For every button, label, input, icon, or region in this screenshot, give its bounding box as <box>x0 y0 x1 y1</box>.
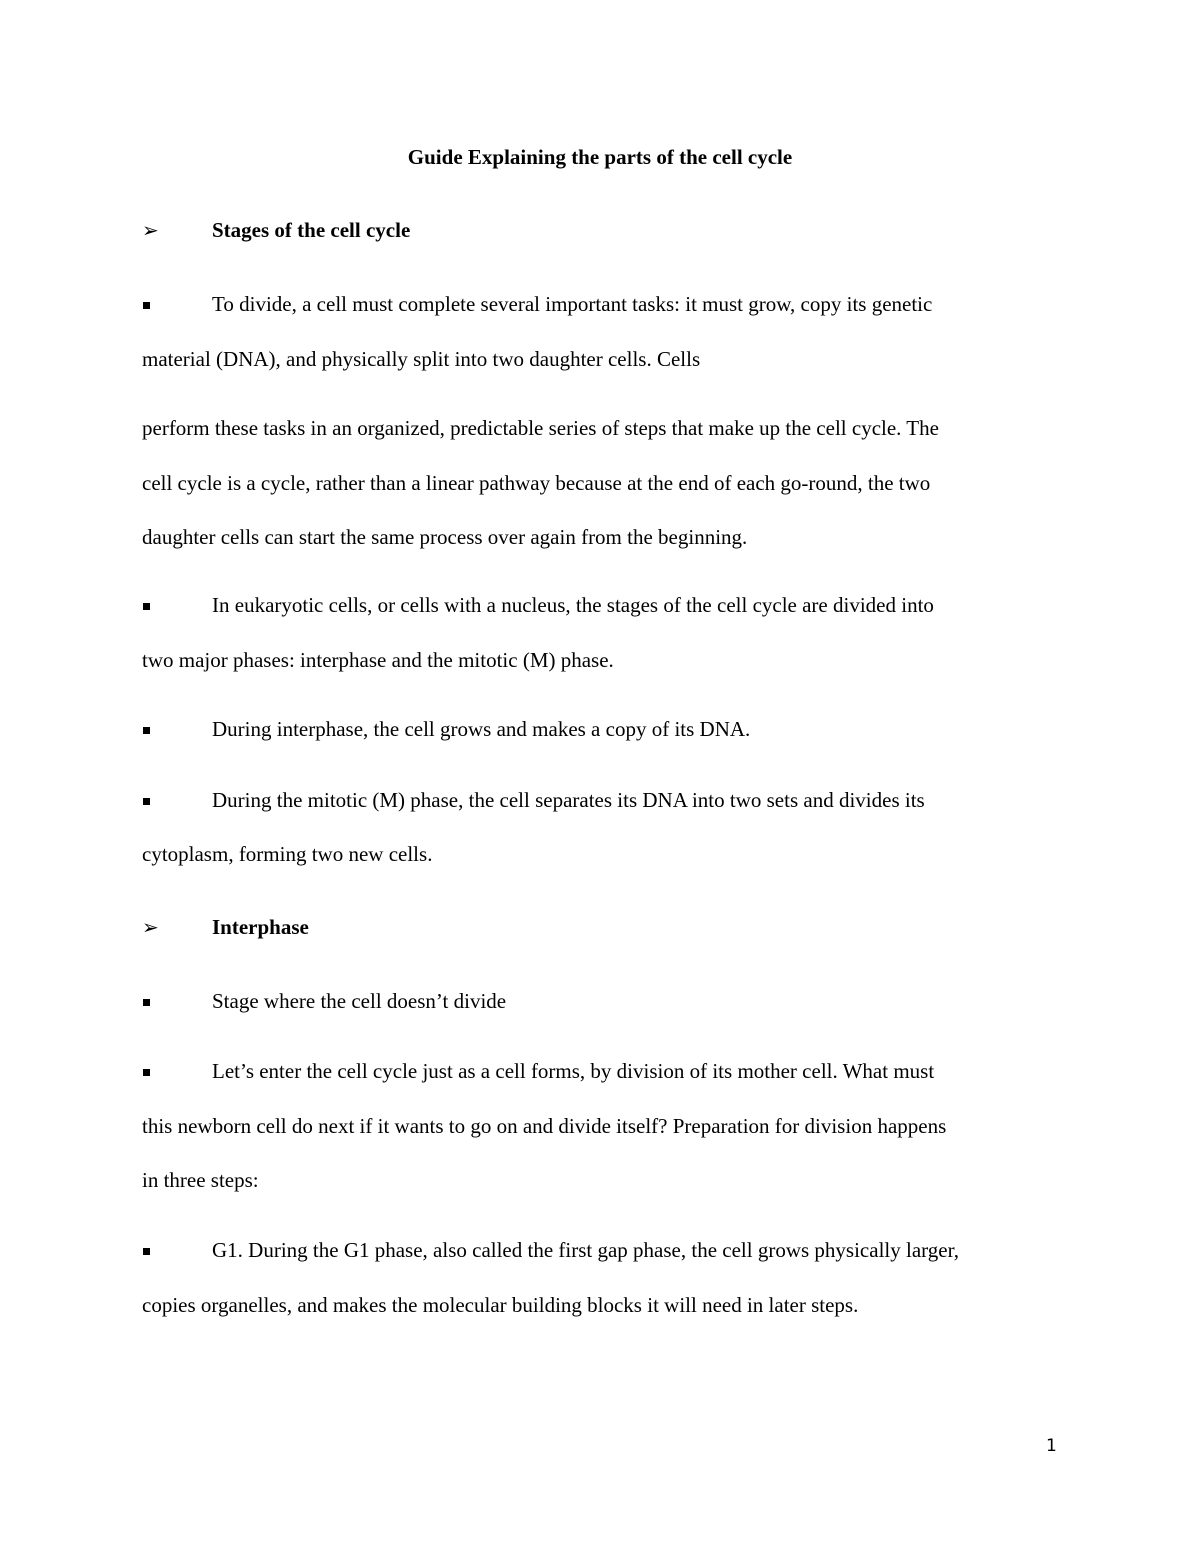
paragraph-line: two major phases: interphase and the mitotic (M) phase. <box>142 648 614 672</box>
section-heading-interphase: Interphase <box>212 915 309 939</box>
square-bullet-icon <box>143 798 150 805</box>
paragraph-line: Stage where the cell doesn’t divide <box>212 989 507 1013</box>
square-bullet-icon <box>143 999 150 1006</box>
paragraph-line: daughter cells can start the same process over again from the beginning. <box>142 525 748 549</box>
arrow-bullet-icon: ➢ <box>142 915 159 939</box>
paragraph-line: copies organelles, and makes the molecular building blocks it will need in later steps. <box>142 1293 859 1317</box>
section-heading-stages: Stages of the cell cycle <box>212 218 411 242</box>
paragraph-line: this newborn cell do next if it wants to go on and divide itself? Preparation for division happens <box>142 1114 947 1138</box>
paragraph-line: perform these tasks in an organized, predictable series of steps that make up the cell cycle. The <box>142 416 939 440</box>
paragraph-line: cell cycle is a cycle, rather than a linear pathway because at the end of each go-round, the two <box>142 471 931 495</box>
paragraph-line: During interphase, the cell grows and makes a copy of its DNA. <box>212 717 751 741</box>
document-title: Guide Explaining the parts of the cell cycle <box>407 145 793 169</box>
page-number: 1 <box>1046 1436 1057 1456</box>
paragraph-line: G1. During the G1 phase, also called the first gap phase, the cell grows physically larger, <box>212 1238 959 1262</box>
paragraph-line: cytoplasm, forming two new cells. <box>142 842 433 866</box>
square-bullet-icon <box>143 1248 150 1255</box>
arrow-bullet-icon: ➢ <box>142 218 159 242</box>
paragraph-line: Let’s enter the cell cycle just as a cell forms, by division of its mother cell. What must <box>212 1059 935 1083</box>
paragraph-line: In eukaryotic cells, or cells with a nucleus, the stages of the cell cycle are divided into <box>212 593 934 617</box>
square-bullet-icon <box>143 727 150 734</box>
paragraph-line: material (DNA), and physically split into two daughter cells. Cells <box>142 347 701 371</box>
paragraph-line: in three steps: <box>142 1168 259 1192</box>
paragraph-line: During the mitotic (M) phase, the cell separates its DNA into two sets and divides its <box>212 788 925 812</box>
square-bullet-icon <box>143 302 150 309</box>
paragraph-line: To divide, a cell must complete several important tasks: it must grow, copy its genetic <box>212 292 933 316</box>
square-bullet-icon <box>143 1069 150 1076</box>
square-bullet-icon <box>143 603 150 610</box>
